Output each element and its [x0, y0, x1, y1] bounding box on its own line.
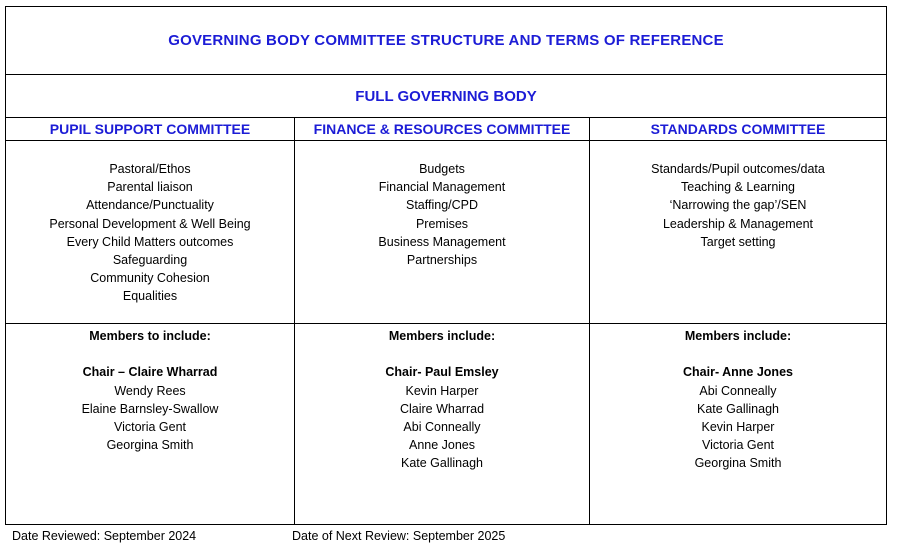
member-name: Georgina Smith	[106, 438, 194, 453]
member-name: Claire Wharrad	[399, 401, 485, 416]
remit-item: Budgets	[419, 162, 465, 176]
full-governing-body-heading: FULL GOVERNING BODY	[6, 75, 887, 118]
date-next-review: Date of Next Review: September 2025	[292, 529, 506, 543]
members-cell-pupil-support	[6, 324, 295, 525]
member-name: Elaine Barnsley-Swallow	[81, 401, 219, 416]
spacer	[295, 345, 589, 363]
member-name: Kate Gallinagh	[400, 456, 483, 471]
remit-item: Every Child Matters outcomes	[66, 234, 234, 249]
member-name: Abi Conneally	[699, 383, 777, 398]
member-name: Kevin Harper	[405, 383, 479, 398]
remit-item: Community Cohesion	[90, 271, 210, 286]
remit-item: Staffing/CPD	[405, 198, 479, 213]
remit-item: Target setting	[700, 234, 776, 249]
committee-heading-pupil-support: PUPIL SUPPORT COMMITTEE	[6, 118, 295, 141]
remit-item: Safeguarding	[112, 253, 188, 268]
members-label: Members to include:	[89, 329, 211, 343]
members-label: Members include:	[388, 329, 496, 343]
document-title: GOVERNING BODY COMMITTEE STRUCTURE AND TERMS OF REFERENCE	[6, 7, 887, 75]
spacer	[6, 345, 294, 363]
members-cell-standards	[590, 324, 887, 525]
members-label: Members include:	[684, 329, 792, 343]
remit-item: Parental liaison	[107, 180, 193, 195]
remit-item: Leadership & Management	[662, 216, 814, 231]
committee-heading-standards: STANDARDS COMMITTEE	[590, 118, 887, 141]
remit-item: ‘Narrowing the gap’/SEN	[669, 198, 807, 213]
remit-item: Attendance/Punctuality	[86, 198, 214, 213]
member-name: Kevin Harper	[701, 420, 775, 434]
remit-item: Standards/Pupil outcomes/data	[651, 162, 825, 176]
member-name: Wendy Rees	[114, 383, 186, 398]
committee-chair: Chair- Paul Emsley	[385, 365, 499, 380]
remit-cell-pupil-support	[6, 141, 295, 324]
member-name: Kate Gallinagh	[696, 401, 779, 416]
committee-chair: Chair – Claire Wharrad	[82, 365, 218, 380]
member-name: Georgina Smith	[694, 456, 782, 471]
remit-item: Financial Management	[378, 180, 506, 195]
remit-item: Personal Development & Well Being	[49, 216, 251, 231]
remit-cell-finance-resources	[295, 141, 590, 324]
member-name: Anne Jones	[408, 438, 476, 453]
remit-item: Pastoral/Ethos	[109, 162, 191, 176]
spacer	[590, 345, 886, 363]
committee-heading-finance-resources: FINANCE & RESOURCES COMMITTEE	[295, 118, 590, 141]
remit-item: Partnerships	[406, 253, 478, 268]
member-name: Victoria Gent	[113, 420, 187, 434]
remit-item: Premises	[415, 216, 469, 231]
remit-item: Teaching & Learning	[681, 180, 795, 195]
member-name: Abi Conneally	[403, 420, 481, 434]
date-reviewed: Date Reviewed: September 2024	[12, 529, 197, 543]
remit-item: Equalities	[122, 289, 178, 304]
remit-cell-standards	[590, 141, 887, 324]
member-name: Victoria Gent	[701, 438, 775, 453]
members-cell-finance-resources	[295, 324, 590, 525]
remit-item: Business Management	[378, 234, 506, 249]
committee-chair: Chair- Anne Jones	[683, 365, 793, 380]
committee-structure-table	[5, 6, 887, 525]
